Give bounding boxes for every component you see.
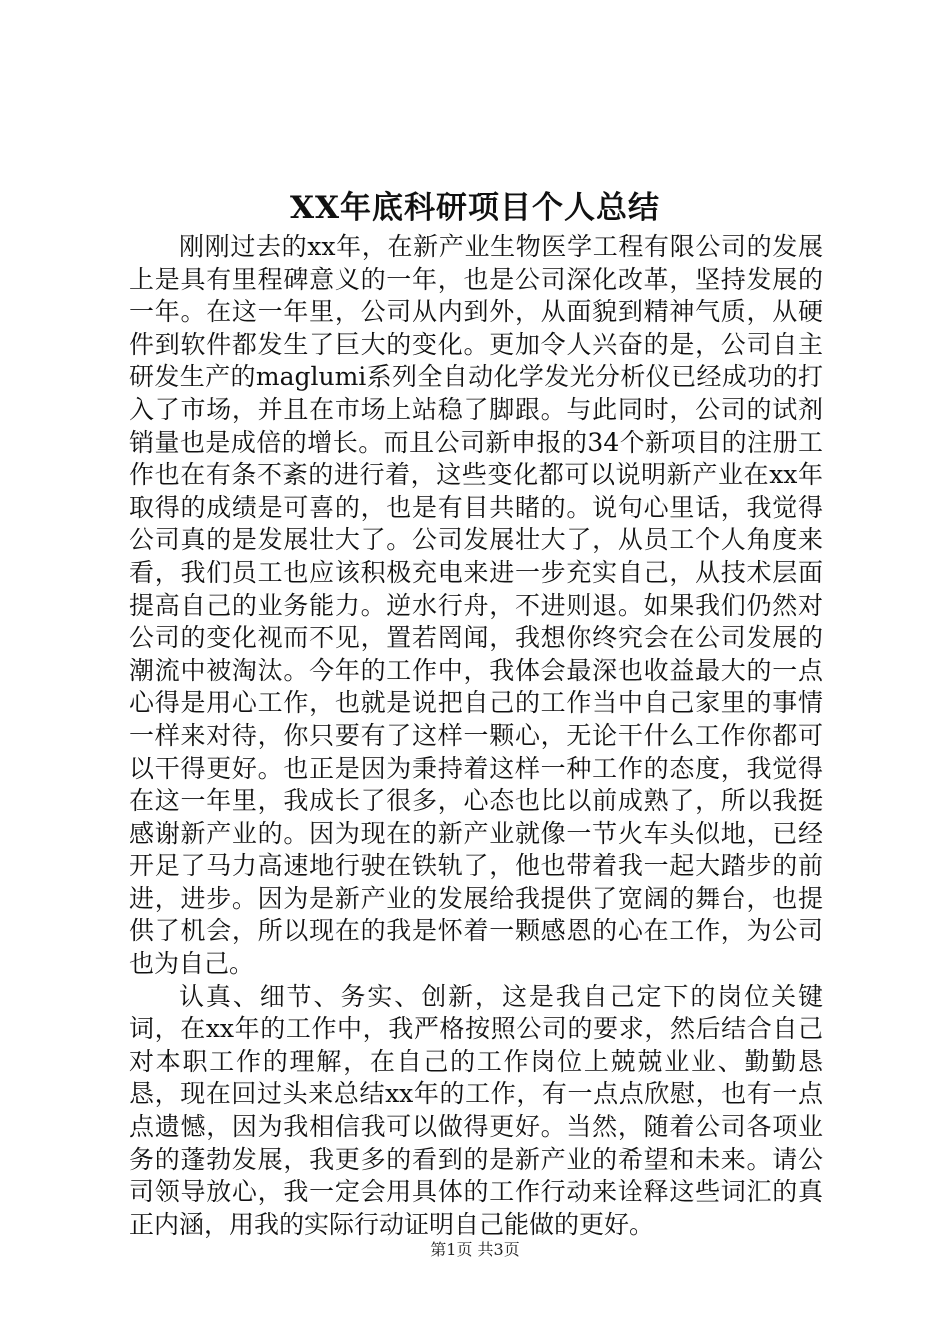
body-paragraph-1: 刚刚过去的xx年，在新产业生物医学工程有限公司的发展上是具有里程碑意义的一年，也是公司深化改革，坚持发展的一年。在这一年里，公司从内到外，从面貌到精神气质，从硬件到软件都发生了巨大的变化。更加令人兴奋的是，公司自主研发生产的maglumi系列全自动化学发光分析仪已经成功的打入了市场，并且在市场上站稳了脚跟。与此同时，公司的试剂销量也是成倍的增长。而且公司新申报的34个新项目的注册工作也在有条不紊的进行着，这些变化都可以说明新产业在xx年取得的成绩是可喜的，也是有目共睹的。说句心里话，我觉得公司真的是发展壮大了。公司发展壮大了，从员工个人角度来看，我们员工也应该积极充电来进一步充实自己，从技术层面提高自己的业务能力。逆水行舟，不进则退。如果我们仍然对公司的变化视而不见，置若罔闻，我想你终究会在公司发展的潮流中被淘汰。今年的工作中，我体会最深也收益最大的一点心得是用心工作，也就是说把自己的工作当中自己家里的事情一样来对待，你只要有了这样一颗心，无论干什么工作你都可以干得更好。也正是因为秉持着这样一种工作的态度，我觉得在这一年里，我成长了很多，心态也比以前成熟了，所以我挺感谢新产业的。因为现在的新产业就像一节火车头似地，已经开足了马力高速地行驶在铁轨了，他也带着我一起大踏步的前进，进步。因为是新产业的发展给我提供了宽阔的舞台，也提供了机会，所以现在的我是怀着一颗感恩的心在工作，为公司也为自己。 <box>129 232 823 979</box>
document-title: XX年底科研项目个人总结 <box>289 190 661 226</box>
document-body <box>129 231 823 1241</box>
body-paragraph-2: 认真、细节、务实、创新，这是我自己定下的岗位关键词，在xx年的工作中，我严格按照公司的要求，然后结合自己对本职工作的理解，在自己的工作岗位上兢兢业业、勤勤恳恳，现在回过头来总结xx年的工作，有一点点欣慰，也有一点点遗憾，因为我相信我可以做得更好。当然，随着公司各项业务的蓬勃发展，我更多的看到的是新产业的希望和未来。请公司领导放心，我一定会用具体的工作行动来诠释这些词汇的真正内涵，用我的实际行动证明自己能做的更好。 <box>129 981 823 1239</box>
page-number-footer: 第1页 共3页 <box>430 1240 520 1259</box>
